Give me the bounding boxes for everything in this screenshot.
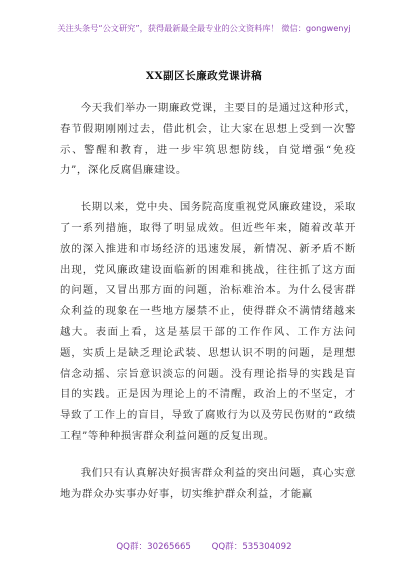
footer-contact [0,540,408,552]
promo-banner: 关注头条号“公文研究”，获得最新最全最专业的公文资料库！ 微信：gongwenyj [57,23,351,33]
document-title: XX副区长廉政党课讲稿 [145,70,263,82]
document-body [60,98,356,504]
body-paragraph-3: 我们只有认真解决好损害群众利益的突出问题，真心实意地为群众办实事办好事，切实维护群众利益，才能赢 [60,466,356,500]
body-paragraph-1: 今天我们举办一期廉政党课，主要目的是通过这种形式，春节假期刚刚过去，借此机会，让大家在思想上受到一次警示、警醒和教育，进一步牢筑思想防线，自觉增强“免疫力”，深化反腐倡廉建设。 [60,102,356,177]
footer-qq-group-1: QQ群：30265665 [116,542,191,552]
body-paragraph-2: 长期以来，党中央、国务院高度重视党风廉政建设，采取了一系列措施，取得了明显成效。但近些年来，随着改革开放的深入推进和市场经济的迅速发展，新情况、新矛盾不断出现，党风廉政建设面临新的困难和挑战，往往抓了这方面的问题，又冒出那方面的问题，治标难治本。为什么侵害群众利益的现象在一些地方屡禁不止，使得群众不满情绪越来越大。表面上看，这是基层干部的工作作风、工作方法问题，实质上是缺乏理论武装、思想认识不明的问题，是理想信念动摇、宗旨意识淡忘的问题。没有理论指导的实践是盲目的实践。正是因为理论上的不清醒，政治上的不坚定，才导致了工作上的盲目，导致了腐败行为以及劳民伤财的“政绩工程”等种种损害群众利益问题的反复出现。 [60,201,356,442]
footer-qq-group-2: QQ群：535304092 [211,542,292,552]
